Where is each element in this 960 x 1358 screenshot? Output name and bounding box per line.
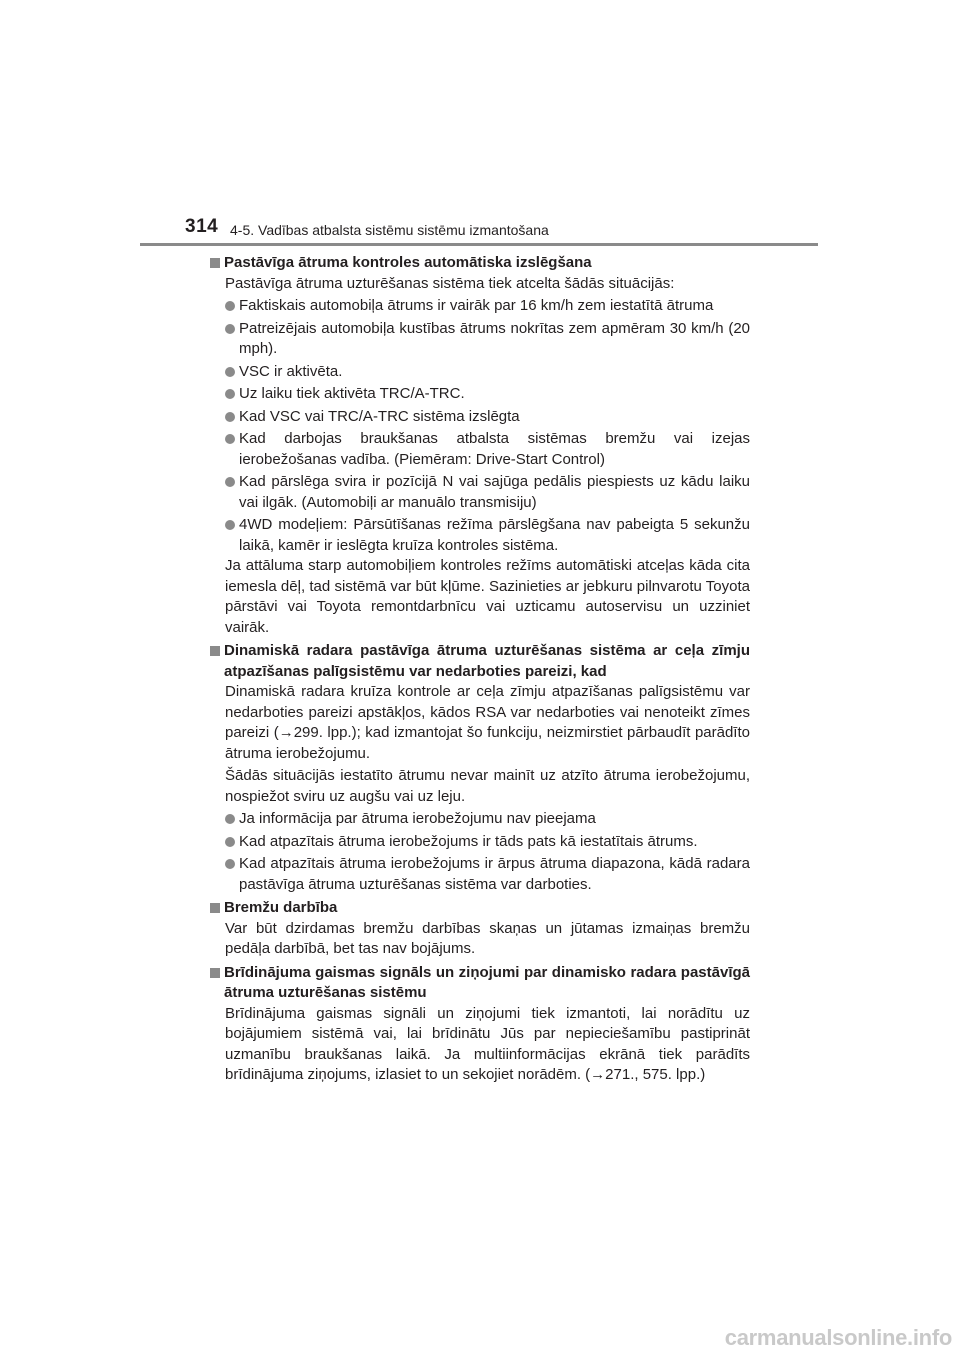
bullet-dot-icon	[225, 520, 239, 530]
body-paragraph: Šādās situācijās iestatīto ātrumu nevar mainīt uz atzīto ātruma ierobežojumu, nospiežot sviru uz augšu vai uz leju.	[225, 767, 750, 805]
section-heading	[210, 963, 750, 1004]
body-paragraph: Pastāvīga ātruma uzturēšanas sistēma tiek atcelta šādās situācijās:	[225, 274, 675, 292]
header-rule	[140, 243, 818, 246]
list-item	[225, 429, 750, 470]
bullet-dot-icon	[225, 324, 239, 334]
section-heading	[210, 253, 750, 274]
list-item-text: Kad pārslēga svira ir pozīcijā N vai sajūga pedālis piespiests uz kādu laiku vai ilgāk. (Automobiļi ar manuālo transmisiju)	[239, 473, 750, 511]
list-item-text: Kad darbojas braukšanas atbalsta sistēmas bremžu vai izejas ierobežošanas vadība. (Piemēram: Drive-Start Control)	[239, 430, 750, 468]
list-item-text: Patreizējais automobiļa kustības ātrums nokrītas zem apmēram 30 km/h (20 mph).	[239, 319, 750, 357]
list-item-text: Kad VSC vai TRC/A-TRC sistēma izslēgta	[239, 407, 520, 425]
bullet-dot-icon	[225, 412, 239, 422]
list-item	[225, 854, 750, 895]
body-paragraph: Var būt dzirdamas bremžu darbības skaņas un jūtamas izmaiņas bremžu pedāļa darbībā, bet tas nav bojājums.	[225, 919, 750, 957]
bullet-dot-icon	[225, 434, 239, 444]
main-content	[210, 253, 750, 1086]
square-marker-icon	[210, 258, 224, 268]
bullet-dot-icon	[225, 301, 239, 311]
square-marker-icon	[210, 646, 224, 656]
square-marker-icon	[210, 903, 224, 913]
list-item-text: Kad atpazītais ātruma ierobežojums ir tāds pats kā iestatītais ātrums.	[239, 832, 698, 850]
list-item-text: 4WD modeļiem: Pārsūtīšanas režīma pārslēgšana nav pabeigta 5 sekunžu laikā, kamēr ir ieslēgta kruīza kontroles sistēma.	[239, 516, 750, 554]
section-heading-text: Dinamiskā radara pastāvīga ātruma uzturēšanas sistēma ar ceļa zīmju atpazīšanas palīgsistēmu var nedarboties pareizi, kad	[224, 642, 750, 680]
section-heading	[210, 641, 750, 682]
bullet-dot-icon	[225, 859, 239, 869]
list-item	[225, 319, 750, 360]
body-paragraph: Ja attāluma starp automobiļiem kontroles režīms automātiski atceļas kāda cita iemesla dēļ, tad sistēmā var būt kļūme. Sazinieties ar jebkuru pilnvarotu Toyota pārstāvi vai Toyota remontdarbnīcu vai uzticamu autoservisu un uzziniet vairāk.	[225, 557, 750, 636]
list-item	[225, 296, 750, 317]
list-item-text: Faktiskais automobiļa ātrums ir vairāk par 16 km/h zem iestatītā ātruma	[239, 297, 714, 314]
list-item	[225, 515, 750, 556]
watermark: carmanualsonline.info	[724, 1325, 952, 1350]
list-item-text: Ja informācija par ātruma ierobežojumu nav pieejama	[239, 810, 596, 827]
section-heading	[210, 898, 750, 919]
page-header	[0, 0, 960, 250]
list-item	[225, 472, 750, 513]
chapter-title: 4-5. Vadības atbalsta sistēmu sistēmu izmantošana	[230, 222, 549, 238]
bullet-dot-icon	[225, 367, 239, 377]
page-number: 314	[185, 216, 219, 237]
list-item	[225, 407, 750, 428]
body-paragraph: Brīdinājuma gaismas signāli un ziņojumi tiek izmantoti, lai norādītu uz bojājumiem sistēmā vai, lai brīdinātu Jūs par nepieciešamību pastiprināt uzmanību braukšanas laikā. Ja multiinformācijas ekrānā tiek parādīts brīdinājuma ziņojums, izlasiet to un sekojiet norādēm. (→271., 575. lpp.)	[225, 1004, 750, 1083]
list-item-text: Uz laiku tiek aktivēta TRC/A-TRC.	[239, 385, 465, 402]
bullet-dot-icon	[225, 814, 239, 824]
section-heading-text: Brīdinājuma gaismas signāls un ziņojumi par dinamisko radara pastāvīgā ātruma uzturēšanas sistēmu	[224, 963, 750, 1001]
list-item	[225, 362, 750, 383]
body-paragraph: Dinamiskā radara kruīza kontrole ar ceļa zīmju atpazīšanas palīgsistēmu var nedarboties pareizi apstākļos, kādos RSA var nedarboties vai nenoteikt zīmes pareizi (→299. lpp.); kad izmantojat šo funkciju, neizmirstiet pārbaudīt parādīto ātruma ierobežojumu.	[225, 683, 750, 762]
section-heading-text: Bremžu darbība	[224, 899, 338, 916]
list-item	[225, 384, 750, 405]
bullet-dot-icon	[225, 477, 239, 487]
section-heading-text: Pastāvīga ātruma kontroles automātiska izslēgšana	[224, 254, 592, 271]
bullet-dot-icon	[225, 389, 239, 399]
bullet-dot-icon	[225, 837, 239, 847]
square-marker-icon	[210, 968, 224, 978]
list-item	[225, 809, 750, 830]
list-item-text: VSC ir aktivēta.	[239, 362, 343, 380]
list-item	[225, 832, 750, 853]
list-item-text: Kad atpazītais ātruma ierobežojums ir ārpus ātruma diapazona, kādā radara pastāvīga ātruma uzturēšanas sistēma var darboties.	[239, 855, 750, 893]
